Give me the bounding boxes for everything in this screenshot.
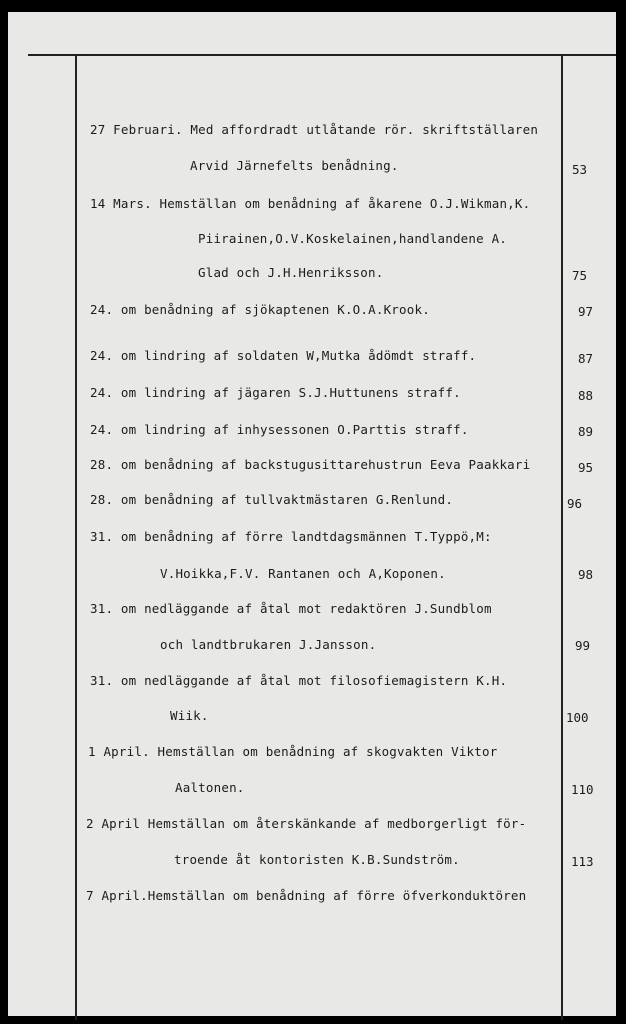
entry-line: troende åt kontoristen K.B.Sundström.: [174, 852, 460, 867]
entry-line: Aaltonen.: [175, 780, 245, 795]
entry-line: 7 April.Hemställan om benådning af förre öfverkonduktören: [86, 888, 527, 903]
page-number: 113: [571, 854, 594, 869]
entry-line: 24. om lindring af jägaren S.J.Huttunens straff.: [90, 385, 461, 400]
page-number: 95: [578, 460, 594, 475]
left-margin-rule: [75, 56, 77, 1020]
entry-line: V.Hoikka,F.V. Rantanen och A,Koponen.: [160, 566, 446, 581]
entry-line: 27 Februari. Med affordradt utlåtande rör. skriftställaren: [90, 122, 539, 137]
page-number: 110: [571, 782, 594, 797]
entry-line: Wiik.: [170, 708, 209, 723]
page-number: 75: [572, 268, 588, 283]
page-number: 100: [566, 710, 589, 725]
top-rule-line: [28, 54, 616, 56]
right-margin-rule: [561, 56, 563, 1020]
page-number: 53: [572, 162, 588, 177]
entry-line: 31. om benådning af förre landtdagsmännen T.Typpö,M:: [90, 529, 492, 544]
entry-line: 1 April. Hemställan om benådning af skogvakten Viktor: [88, 744, 498, 759]
entry-line: 2 April Hemställan om återskänkande af medborgerligt för-: [86, 816, 527, 831]
entry-line: 31. om nedläggande af åtal mot filosofiemagistern K.H.: [90, 673, 508, 688]
entry-line: 24. om lindring af soldaten W,Mutka ådömdt straff.: [90, 348, 477, 363]
entry-line: 31. om nedläggande af åtal mot redaktören J.Sundblom: [90, 601, 492, 616]
page-number: 89: [578, 424, 594, 439]
entry-line: 14 Mars. Hemställan om benådning af åkarene O.J.Wikman,K.: [90, 196, 531, 211]
entry-line: 28. om benådning af tullvaktmästaren G.Renlund.: [90, 492, 454, 507]
page-number: 87: [578, 351, 594, 366]
entry-line: Arvid Järnefelts benådning.: [190, 158, 399, 173]
page-number: 99: [575, 638, 591, 653]
page-number: 98: [578, 567, 594, 582]
page-number: 88: [578, 388, 594, 403]
entry-line: 24. om benådning af sjökaptenen K.O.A.Krook.: [90, 302, 430, 317]
entry-line: och landtbrukaren J.Jansson.: [160, 637, 377, 652]
entry-line: Glad och J.H.Henriksson.: [198, 265, 384, 280]
entry-line: 24. om lindring af inhysessonen O.Parttis straff.: [90, 422, 469, 437]
page-number: 97: [578, 304, 594, 319]
entry-line: Piirainen,O.V.Koskelainen,handlandene A.: [198, 231, 508, 246]
entry-line: 28. om benådning af backstugusittarehustrun Eeva Paakkari: [90, 457, 531, 472]
page-number: 96: [567, 496, 583, 511]
